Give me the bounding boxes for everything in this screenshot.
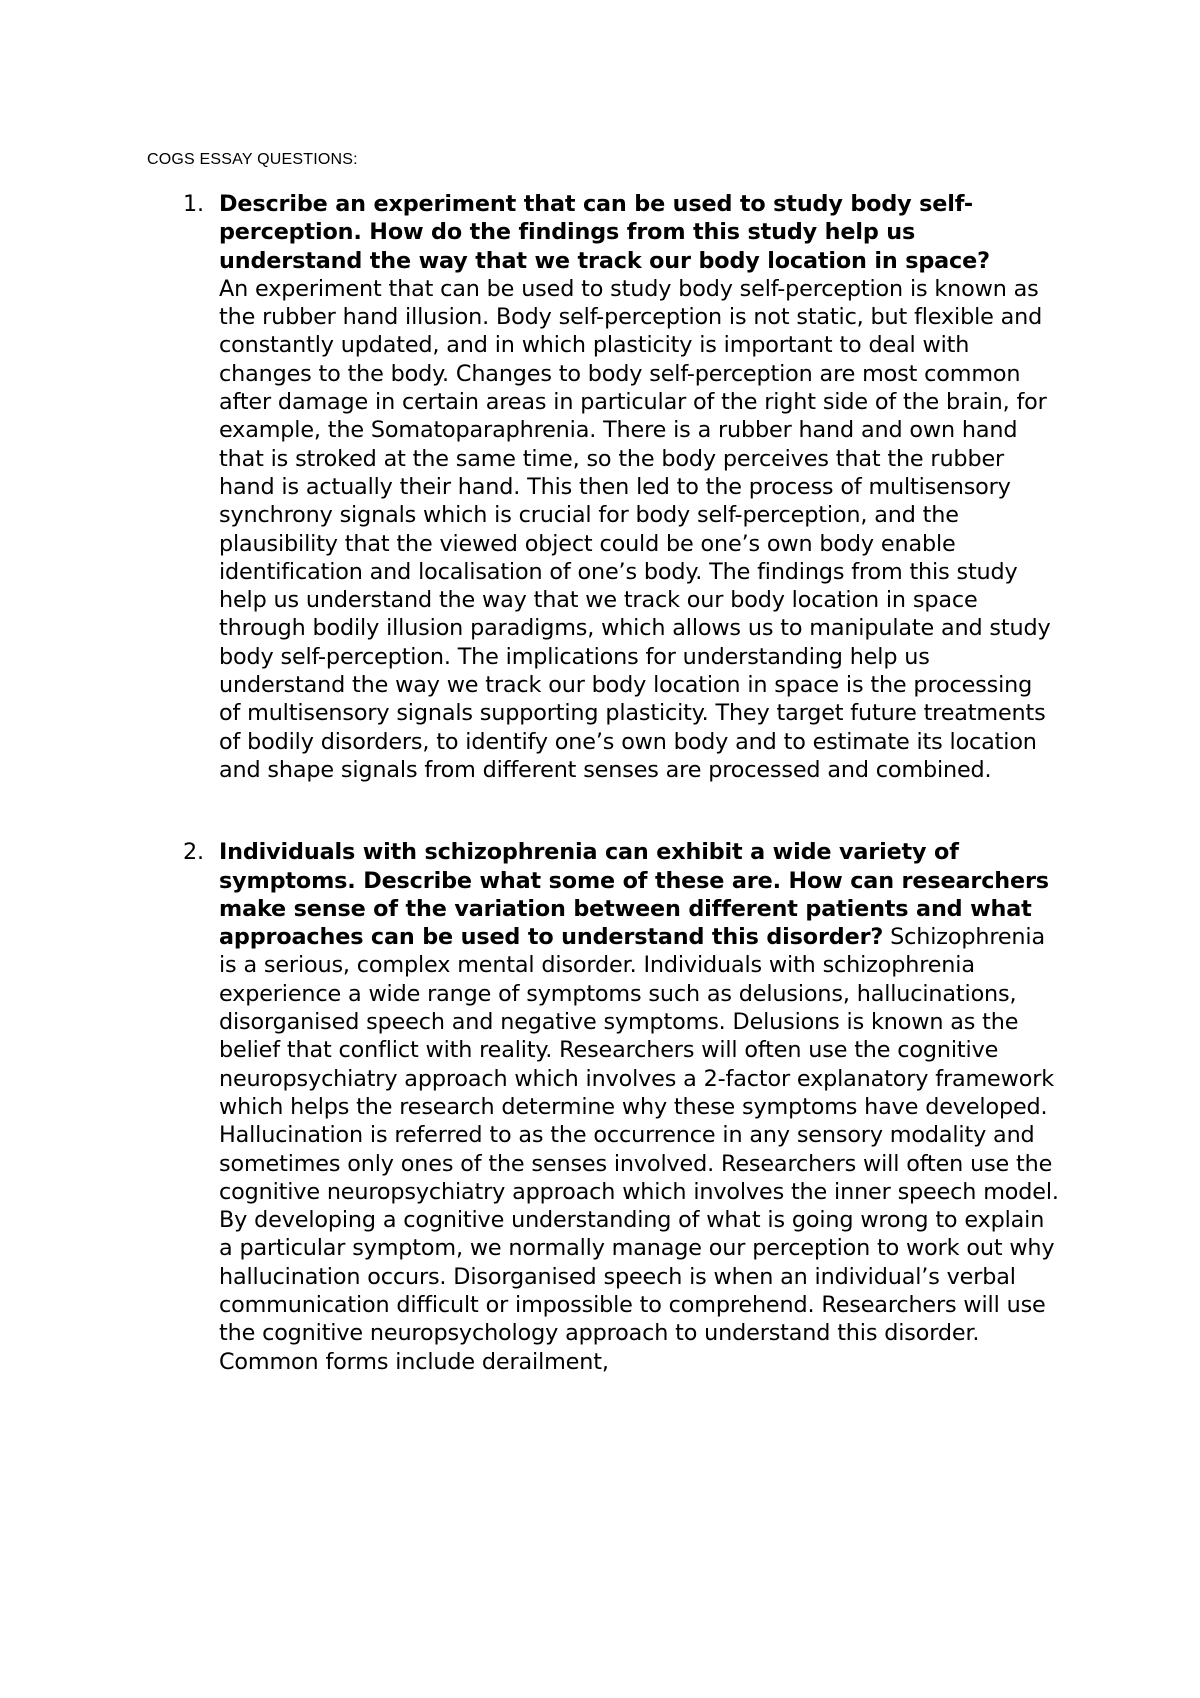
question-item-2 — [0, 838, 1059, 1376]
question-text: Describe an experiment that can be used to study body self-perception. How do the findings from this study help us understand the way that we track our body location in space? — [219, 191, 990, 274]
question-item-1 — [0, 190, 1059, 784]
answer-text: An experiment that can be used to study body self-perception is known as the rubber hand illusion. Body self-perception is not static, but flexible and constantly updated, and in which plasticity is important to deal with changes to the body. Changes to body self-perception are most common after damage in certain areas in particular of the right side of the brain, for example, the Somatoparaphrenia. There is a rubber hand and own hand that is stroked at the same time, so the body perceives that the rubber hand is actually their hand. This then led to the process of multisensory synchrony signals which is crucial for body self-perception, and the plausibility that the viewed object could be one’s own body enable identification and localisation of one’s body. The findings from this study help us understand the way that we track our body location in space through bodily illusion paradigms, which allows us to manipulate and study body self-perception. The implications for understanding help us understand the way we track our body location in space is the processing of multisensory signals supporting plasticity. They target future treatments of bodily disorders, to identify one’s own body and to estimate its location and shape signals from different senses are processed and combined. — [219, 275, 1051, 783]
question-list — [0, 190, 1200, 1376]
question-number: 1. — [183, 191, 204, 217]
question-number: 2. — [183, 839, 204, 866]
question-text: Individuals with schizophrenia can exhibit a wide variety of symptoms. Describe what some of these are. How can researchers make sense of the variation between different patients and what approaches can be used to understand this disorder? — [219, 839, 1049, 951]
document-title: COGS ESSAY QUESTIONS: — [147, 151, 358, 168]
answer-text: Schizophrenia is a serious, complex mental disorder. Individuals with schizophrenia experience a wide range of symptoms such as delusions, hallucinations, disorganised speech and negative symptoms. Delusions is known as the belief that conflict with reality. Researchers will often use the cognitive neuropsychiatry approach which involves a 2-factor explanatory framework which helps the research determine why these symptoms have developed. Hallucination is referred to as the occurrence in any sensory modality and sometimes only ones of the senses involved. Researchers will often use the cognitive neuropsychiatry approach which involves the inner speech model. By developing a cognitive understanding of what is going wrong to explain a particular symptom, we normally manage our perception to work out why hallucination occurs. Disorganised speech is when an individual’s verbal communication difficult or impossible to comprehend. Researchers will use the cognitive neuropsychology approach to understand this disorder. Common forms include derailment, — [219, 924, 1059, 1375]
